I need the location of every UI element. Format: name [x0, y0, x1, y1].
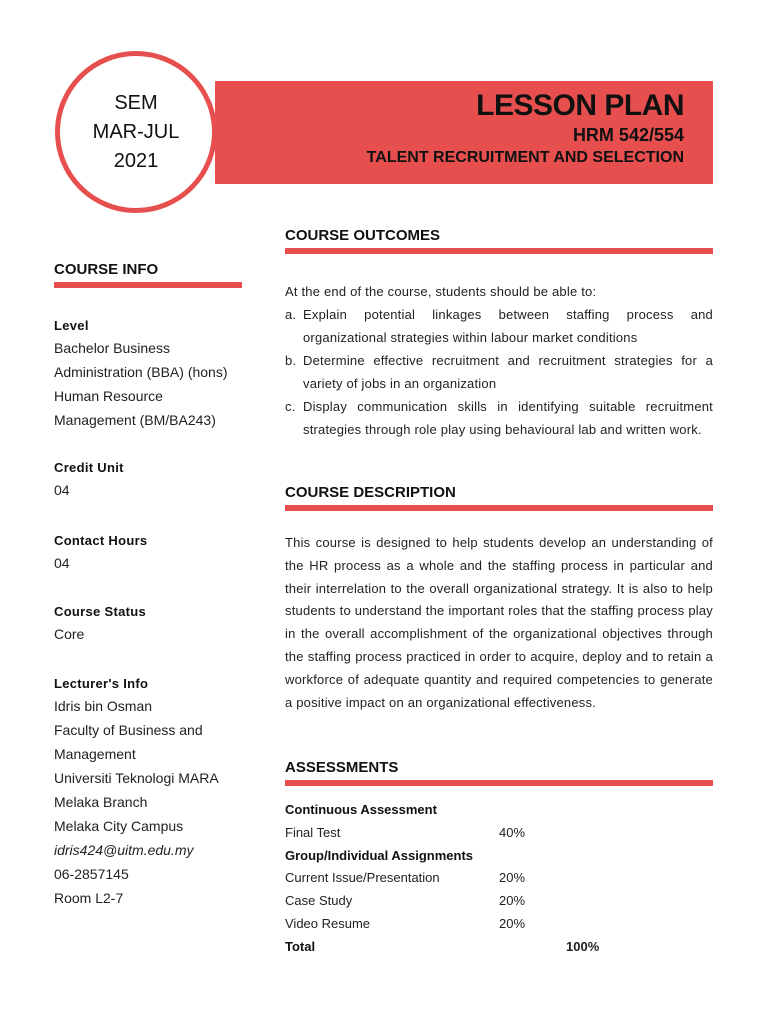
table-row [285, 822, 713, 845]
lecturer-line: Melaka City Campus [54, 818, 184, 834]
list-text: Display communication skills in identifying suitable recruitment strategies through role play using behavioural lab and written work. [303, 399, 713, 437]
list-item [285, 395, 713, 441]
level-label: Level [54, 318, 89, 333]
level-line: Management (BM/BA243) [54, 412, 216, 428]
lecturer-line: Idris bin Osman [54, 698, 153, 714]
outcomes-heading: COURSE OUTCOMES [285, 227, 441, 244]
lecturer-line: Melaka Branch [54, 794, 148, 810]
outcomes-divider [285, 248, 713, 254]
outcomes-list [285, 280, 713, 441]
status-value: Core [54, 626, 85, 642]
assessment-pct: 20% [499, 870, 526, 886]
course-name: TALENT RECRUITMENT AND SELECTION [366, 149, 684, 166]
lecturer-room: Room L2-7 [54, 890, 124, 906]
contact-label: Contact Hours [54, 533, 148, 548]
assessments-heading: ASSESSMENTS [285, 759, 399, 776]
assessment-name: Current Issue/Presentation [285, 870, 440, 886]
total-label: Total [285, 938, 316, 954]
credit-section [54, 458, 249, 502]
assessment-name: Video Resume [285, 915, 371, 931]
lecturer-label: Lecturer's Info [54, 676, 149, 691]
course-code: HRM 542/554 [572, 125, 684, 145]
table-row [285, 867, 713, 890]
total-row [285, 936, 713, 959]
lecturer-line: Faculty of Business and [54, 722, 203, 738]
status-label: Course Status [54, 604, 147, 619]
list-text: Determine effective recruitment and recruitment strategies for a variety of jobs in an organization [303, 353, 713, 391]
list-item [285, 303, 713, 349]
list-marker: b. [285, 353, 297, 368]
description-divider [285, 505, 713, 511]
table-row [285, 890, 713, 913]
outcomes-intro: At the end of the course, students should be able to: [285, 284, 597, 299]
assessments-table [285, 799, 713, 959]
status-section [54, 602, 249, 646]
course-info-divider [54, 282, 242, 288]
credit-label: Credit Unit [54, 460, 124, 475]
page-title: LESSON PLAN [476, 89, 684, 122]
assessment-name: Case Study [285, 893, 353, 909]
assessment-pct: 40% [499, 824, 526, 840]
lecturer-email[interactable]: idris424@uitm.edu.my [54, 842, 194, 858]
level-section [54, 316, 249, 432]
group-label: Group/Individual Assignments [285, 847, 474, 863]
contact-section [54, 531, 249, 575]
sem-label: SEM [114, 91, 158, 114]
semester-circle [55, 51, 217, 213]
lecturer-line: Management [54, 746, 136, 762]
course-info-heading: COURSE INFO [54, 261, 159, 278]
description-text: This course is designed to help students develop an understanding of the HR process as a whole and the staffing process in particular and their interrelation to the overall organizational strategy. It is also to help students to understand the important roles that the staffing process play in the overall accomplishment of the organizational objectives through the staffing process practiced in order to acquire, deploy and to retain a workforce of adequate quantity and required competencies to generate a positive impact on an organizational effectiveness. [285, 535, 713, 710]
list-text: Explain potential linkages between staffing process and organizational strategies within labour market conditions [303, 307, 713, 345]
sem-months: MAR-JUL [92, 120, 180, 143]
contact-value: 04 [54, 555, 70, 571]
level-line: Bachelor Business [54, 340, 170, 356]
list-item [285, 349, 713, 395]
credit-value: 04 [54, 482, 70, 498]
list-marker: a. [285, 307, 297, 322]
level-line: Administration (BBA) (hons) [54, 364, 228, 380]
continuous-label: Continuous Assessment [285, 802, 437, 817]
lecturer-phone: 06-2857145 [54, 866, 129, 882]
table-row [285, 913, 713, 936]
assessment-name: Final Test [285, 824, 341, 840]
assessment-pct: 20% [499, 915, 526, 931]
assessment-pct: 20% [499, 893, 526, 909]
lecturer-section [54, 674, 249, 910]
title-block [367, 88, 684, 170]
lecturer-line: Universiti Teknologi MARA [54, 770, 219, 786]
list-marker: c. [285, 399, 296, 414]
level-line: Human Resource [54, 388, 163, 404]
assessments-divider [285, 780, 713, 786]
description-heading: COURSE DESCRIPTION [285, 484, 456, 501]
sem-year: 2021 [113, 149, 159, 172]
total-value: 100% [566, 938, 600, 954]
